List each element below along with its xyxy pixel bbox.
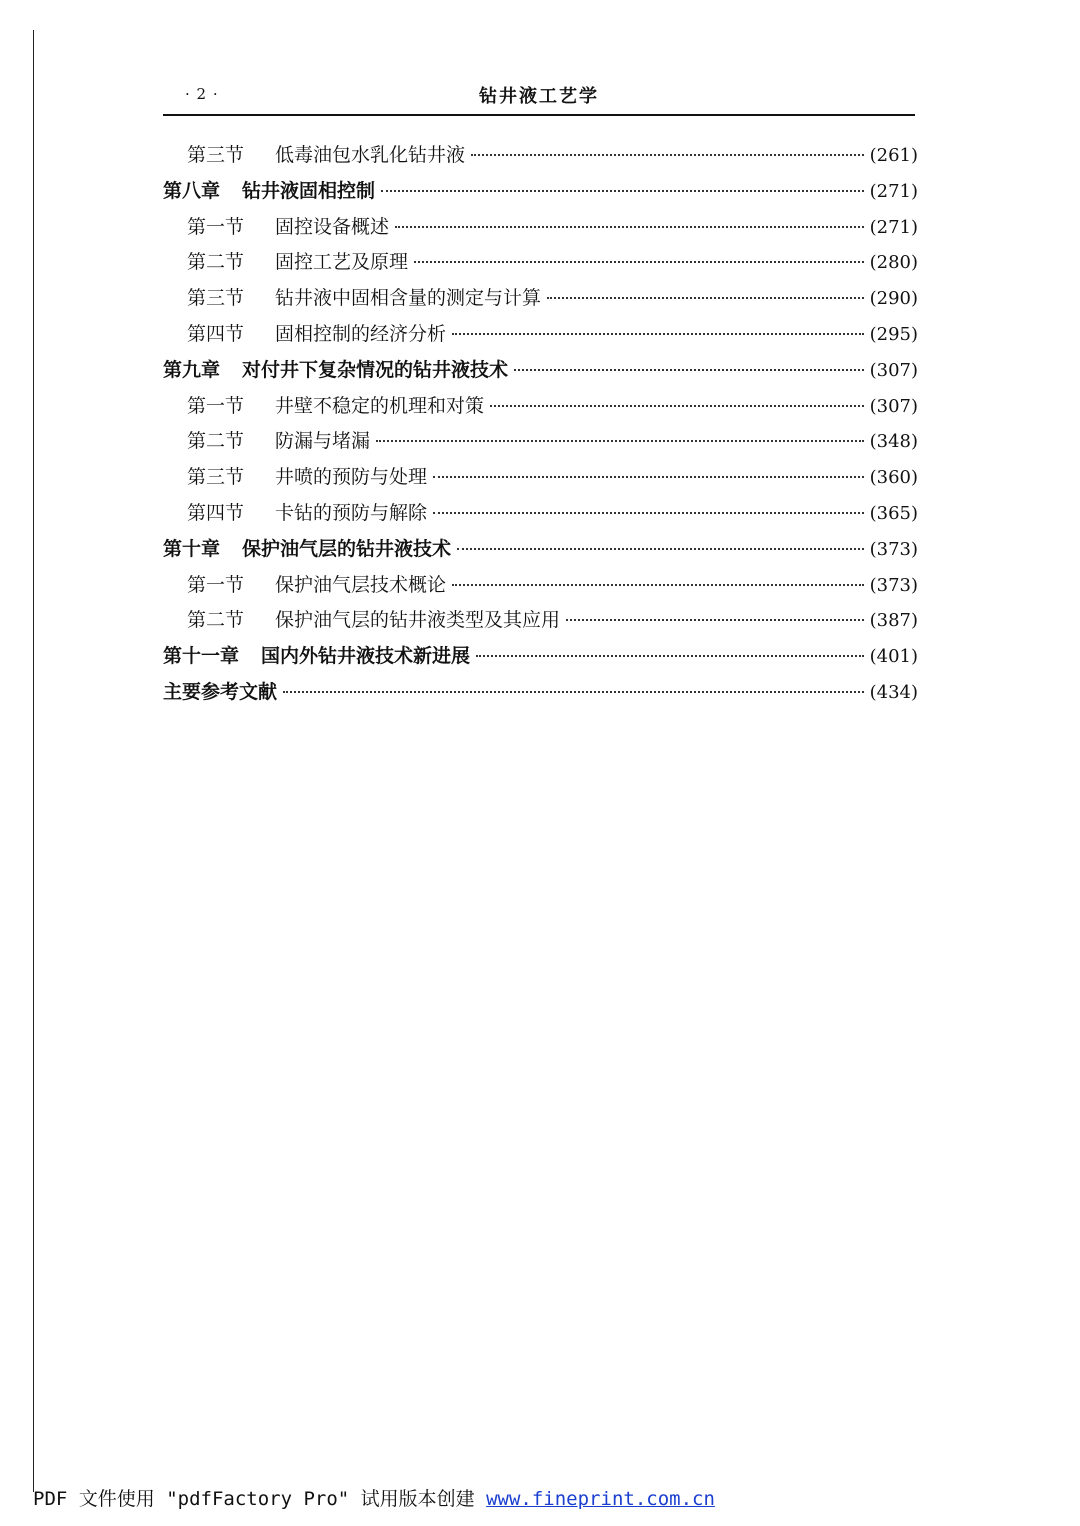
toc-entry-number: 第二节 xyxy=(187,251,245,274)
toc-page-number: (348) xyxy=(869,431,918,453)
toc-section-row[interactable] xyxy=(163,391,918,427)
toc-entry-title: 固控设备概述 xyxy=(275,215,390,238)
toc-entry-title: 井喷的预防与处理 xyxy=(275,466,428,489)
toc-entry-number: 第一节 xyxy=(187,215,245,238)
toc-entry-number: 第三节 xyxy=(187,466,245,489)
toc-section-row[interactable] xyxy=(163,283,918,319)
toc-entry-label xyxy=(187,605,560,632)
toc-entry-label xyxy=(163,641,470,668)
toc-entry-label xyxy=(187,426,370,453)
toc-page-number: (290) xyxy=(869,288,918,310)
toc-entry-title: 防漏与堵漏 xyxy=(275,430,371,453)
dot-leader xyxy=(395,226,864,228)
toc-entry-label xyxy=(187,283,541,310)
toc-references-row[interactable] xyxy=(163,677,918,713)
toc-page-number: (261) xyxy=(869,145,918,166)
toc-entry-label xyxy=(187,391,484,418)
toc-page-number: (434) xyxy=(869,681,918,703)
dot-leader xyxy=(566,619,864,621)
toc-section-row[interactable] xyxy=(163,247,918,283)
toc-section-row[interactable] xyxy=(163,426,918,462)
toc-entry-label xyxy=(163,176,375,203)
toc-entry-label xyxy=(187,140,465,167)
toc-chapter-row[interactable] xyxy=(163,176,918,212)
toc-entry-number: 第一节 xyxy=(187,573,245,596)
toc-entry-number: 第八章 xyxy=(163,179,221,202)
toc-section-row[interactable] xyxy=(163,498,918,534)
toc-entry-title: 国内外钻井液技术新进展 xyxy=(261,645,471,668)
page-number: · 2 · xyxy=(185,85,219,103)
toc-section-row[interactable] xyxy=(163,319,918,355)
toc-section-row[interactable] xyxy=(163,570,918,606)
footer-link[interactable]: www.fineprint.com.cn xyxy=(486,1488,715,1510)
toc-entry-label xyxy=(187,498,427,525)
toc-chapter-row[interactable] xyxy=(163,641,918,677)
dot-leader xyxy=(457,548,864,550)
toc-entry-title: 钻井液中固相含量的测定与计算 xyxy=(275,287,542,310)
toc-entry-title: 低毒油包水乳化钻井液 xyxy=(275,144,466,166)
page-header xyxy=(163,82,915,112)
table-of-contents xyxy=(163,140,918,713)
toc-entry-title: 主要参考文献 xyxy=(163,680,278,703)
toc-entry-label xyxy=(163,355,508,382)
toc-entry-label xyxy=(163,534,451,561)
toc-entry-number: 第三节 xyxy=(187,287,245,310)
toc-page-number: (373) xyxy=(869,538,918,560)
dot-leader xyxy=(514,369,864,371)
toc-entry-number: 第二节 xyxy=(187,609,245,632)
dot-leader xyxy=(452,584,864,586)
dot-leader xyxy=(476,655,864,657)
toc-section-row[interactable] xyxy=(163,212,918,248)
toc-entry-number: 第九章 xyxy=(163,358,221,381)
toc-entry-title: 对付井下复杂情况的钻井液技术 xyxy=(242,358,509,381)
toc-entry-number: 第二节 xyxy=(187,430,245,453)
header-rule xyxy=(163,114,915,116)
toc-page-number: (295) xyxy=(869,323,918,345)
toc-section-row[interactable] xyxy=(163,140,918,176)
toc-entry-label xyxy=(187,212,389,239)
dot-leader xyxy=(433,476,864,478)
toc-page-number: (373) xyxy=(869,574,918,596)
toc-page-number: (360) xyxy=(869,467,918,489)
dot-leader xyxy=(471,154,864,156)
left-margin-line xyxy=(33,30,34,1492)
dot-leader xyxy=(381,190,864,192)
toc-page-number: (271) xyxy=(869,180,918,202)
toc-entry-title: 井壁不稳定的机理和对策 xyxy=(275,394,485,417)
toc-entry-title: 固相控制的经济分析 xyxy=(275,322,447,345)
dot-leader xyxy=(547,297,864,299)
toc-entry-title: 保护油气层的钻井液技术 xyxy=(242,537,452,560)
toc-entry-title: 保护油气层的钻井液类型及其应用 xyxy=(275,609,561,632)
toc-page-number: (365) xyxy=(869,502,918,524)
toc-page-number: (307) xyxy=(869,395,918,417)
toc-entry-label xyxy=(163,677,277,704)
toc-page-number: (280) xyxy=(869,252,918,274)
toc-entry-label xyxy=(187,319,446,346)
toc-page-number: (271) xyxy=(869,216,918,238)
dot-leader xyxy=(433,512,864,514)
toc-chapter-row[interactable] xyxy=(163,534,918,570)
running-title: 钻井液工艺学 xyxy=(479,86,599,107)
toc-entry-title: 钻井液固相控制 xyxy=(242,179,376,202)
toc-entry-number: 第十章 xyxy=(163,537,221,560)
toc-entry-title: 固控工艺及原理 xyxy=(275,251,409,274)
toc-entry-number: 第一节 xyxy=(187,394,245,417)
dot-leader xyxy=(414,261,864,263)
toc-entry-number: 第四节 xyxy=(187,501,245,524)
toc-entry-label xyxy=(187,462,427,489)
toc-entry-label xyxy=(187,570,446,597)
toc-page-number: (401) xyxy=(869,646,918,668)
toc-page-number: (387) xyxy=(869,610,918,632)
dot-leader xyxy=(283,691,864,693)
toc-section-row[interactable] xyxy=(163,462,918,498)
pdf-footer xyxy=(33,1484,715,1511)
toc-section-row[interactable] xyxy=(163,605,918,641)
toc-chapter-row[interactable] xyxy=(163,355,918,391)
dot-leader xyxy=(376,440,864,442)
dot-leader xyxy=(452,333,864,335)
footer-text: PDF 文件使用 "pdfFactory Pro" 试用版本创建 xyxy=(33,1488,487,1510)
toc-entry-number: 第三节 xyxy=(187,144,245,166)
dot-leader xyxy=(490,405,864,407)
toc-entry-title: 卡钻的预防与解除 xyxy=(275,501,428,524)
toc-page-number: (307) xyxy=(869,359,918,381)
toc-entry-number: 第四节 xyxy=(187,322,245,345)
toc-entry-title: 保护油气层技术概论 xyxy=(275,573,447,596)
toc-entry-number: 第十一章 xyxy=(163,645,240,668)
toc-entry-label xyxy=(187,247,408,274)
